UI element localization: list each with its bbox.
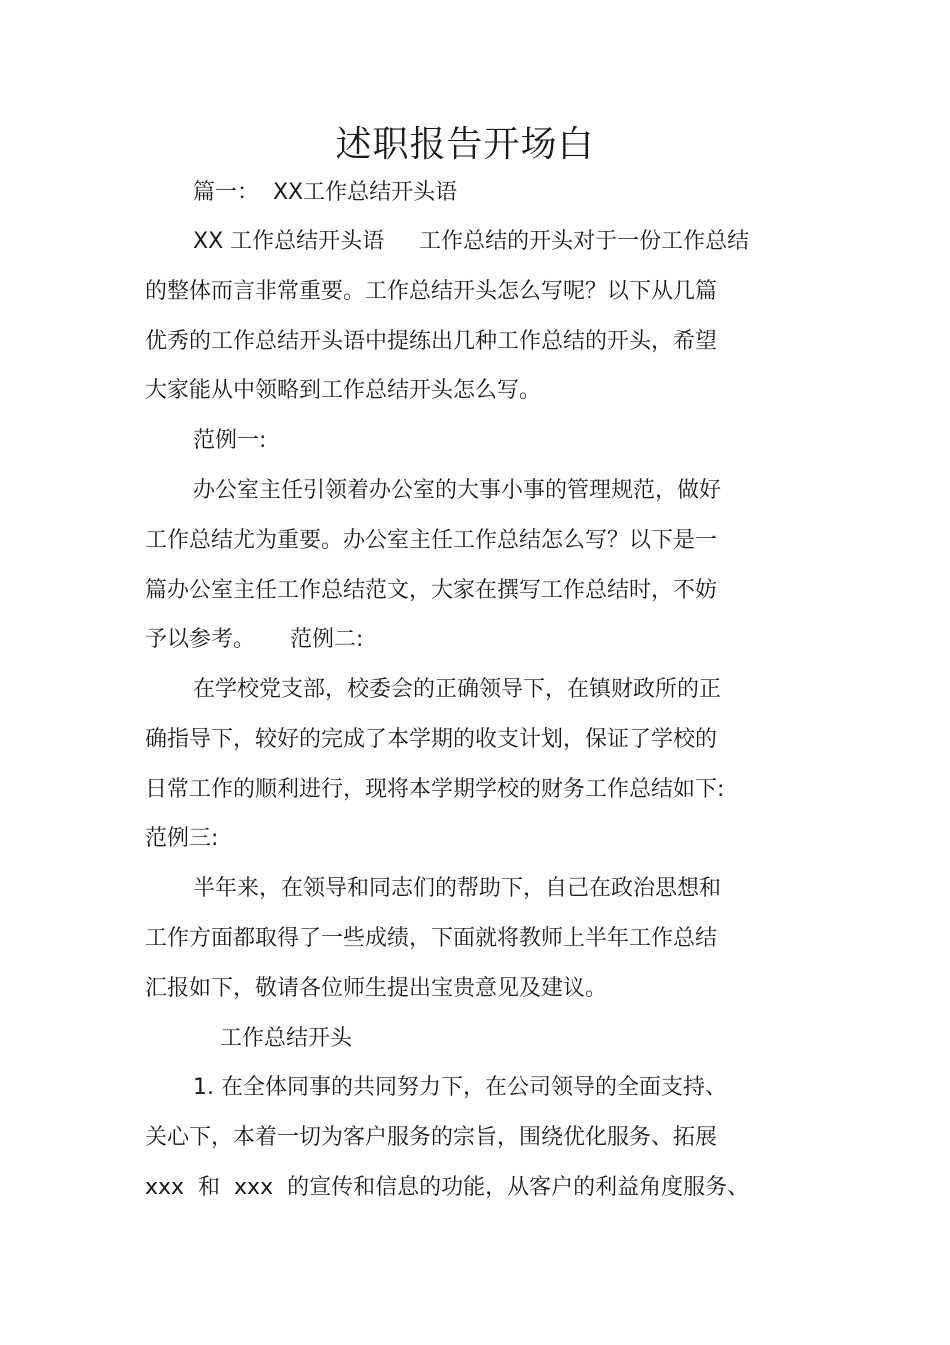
paragraph-line: 优秀的工作总结开头语中提练出几种工作总结的开头，希望 [145, 329, 718, 354]
paragraph-line: 予以参考。 范例二: [145, 627, 364, 652]
example-heading: 范例三: [145, 826, 219, 851]
paragraph-line: 工作总结尤为重要。办公室主任工作总结怎么写？以下是一 [145, 528, 718, 553]
paragraph-line: 工作方面都取得了一些成绩，下面就将教师上半年工作总结 [145, 926, 718, 951]
paragraph-line: 办公室主任引领着办公室的大事小事的管理规范，做好 [193, 478, 722, 503]
paragraph-line: 半年来，在领导和同志们的帮助下，自己在政治思想和 [193, 876, 722, 901]
paragraph-line: 篇办公室主任工作总结范文，大家在撰写工作总结时，不妨 [145, 578, 718, 603]
section-heading: 篇一： XX工作总结开头语 [193, 180, 458, 205]
paragraph-line: 关心下，本着一切为客户服务的宗旨，围绕优化服务、拓展 [145, 1125, 718, 1150]
subsection-heading: 工作总结开头 [220, 1026, 353, 1051]
paragraph-line: 的整体而言非常重要。工作总结开头怎么写呢？以下从几篇 [145, 279, 718, 304]
paragraph-line: 大家能从中领略到工作总结开头怎么写。 [145, 378, 542, 403]
paragraph-line: 确指导下，较好的完成了本学期的收支计划，保证了学校的 [145, 727, 718, 752]
paragraph-line: XX 工作总结开头语 工作总结的开头对于一份工作总结 [193, 229, 750, 254]
paragraph-line: xxx 和 xxx 的宣传和信息的功能，从客户的利益角度服务、 [145, 1175, 750, 1200]
document-title: 述职报告开场白 [335, 124, 595, 165]
paragraph-line: 1. 在全体同事的共同努力下，在公司领导的全面支持、 [193, 1075, 727, 1100]
paragraph-line: 日常工作的顺利进行，现将本学期学校的财务工作总结如下: [145, 777, 725, 802]
example-heading: 范例一: [193, 428, 267, 453]
paragraph-line: 汇报如下，敬请各位师生提出宝贵意见及建议。 [145, 976, 608, 1001]
paragraph-line: 在学校党支部，校委会的正确领导下，在镇财政所的正 [193, 677, 722, 702]
